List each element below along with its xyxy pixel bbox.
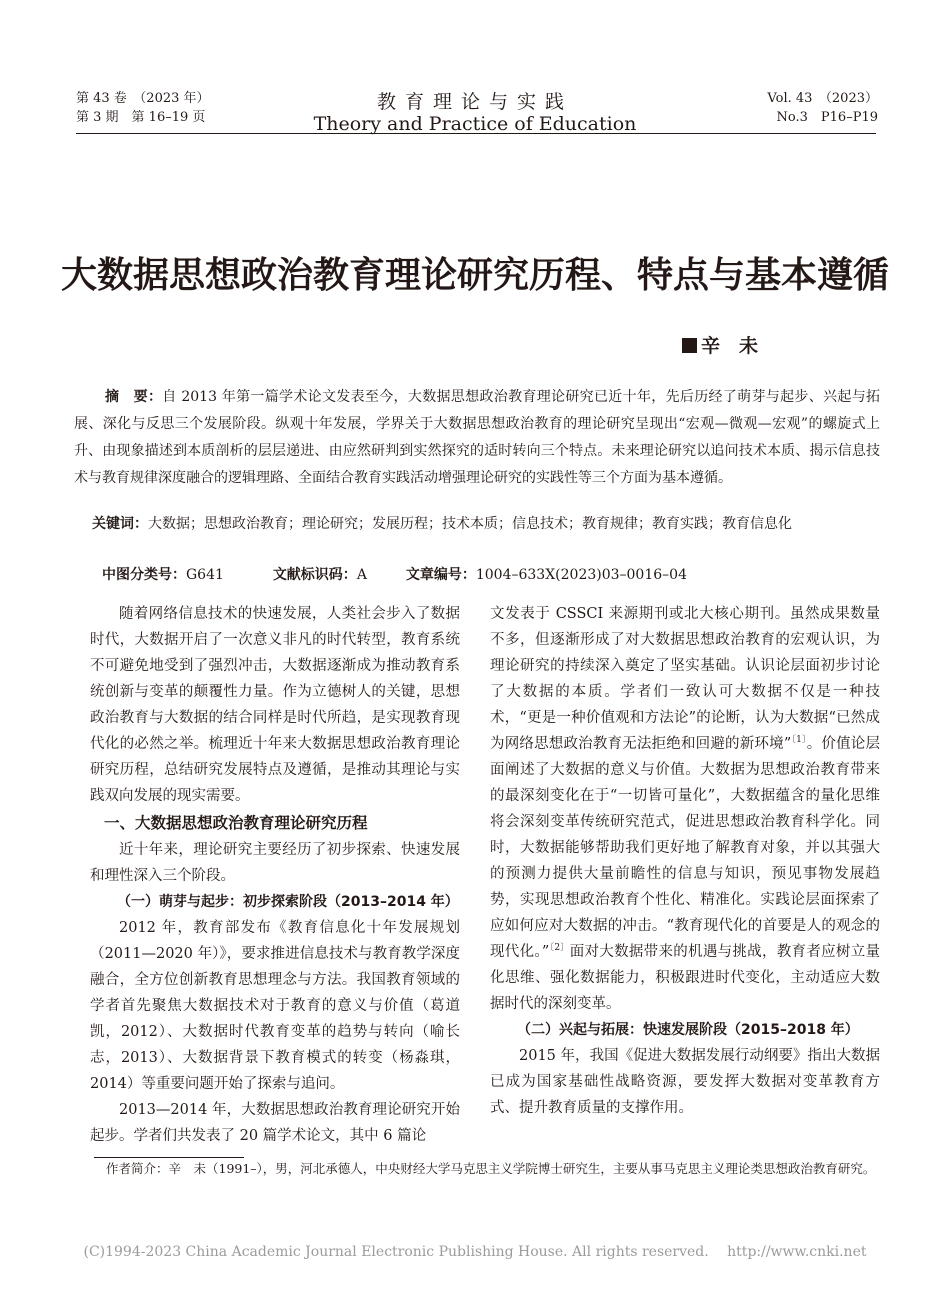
classification-line <box>102 564 687 586</box>
journal-title-en: Theory and Practice of Education <box>313 113 637 135</box>
doc-code-value: A <box>356 567 367 583</box>
reference-marker[interactable]: 〔2〕 <box>549 943 570 954</box>
doc-code-label: 文献标识码： <box>272 567 357 583</box>
paragraph-text: 文发表于 CSSCI 来源期刊或北大核心期刊。虽然成果数量不多，但逐渐形成了对大数据思想政治教育的宏观认识，为理论研究的持续深入奠定了坚实基础。认识论层面初步讨论了大数据的本质。学者们一致认可大数据不仅是一种技术，“更是一种价值观和方法论”的论断，认为大数据“已然成为网络思想政治教育无法拒绝和回避的新环境” <box>490 606 880 752</box>
body-column-right <box>490 601 880 1121</box>
article-number-label: 文章编号： <box>405 567 476 583</box>
paragraph: 2012 年，教育部发布《教育信息化十年发展规划（2011—2020 年）》，要求推进信息技术与教育教学深度融合，全方位创新教育思想理念与方法。我国教育领域的学者首先聚焦大数据技术对于教育的意义与价值（葛道凯，2012）、大数据时代教育变革的趋势与转向（喻长志，2013）、大数据背景下教育模式的转变（杨淼琪，2014）等重要问题开始了探索与追问。 <box>90 920 460 1092</box>
paragraph: 随着网络信息技术的快速发展，人类社会步入了数据时代，大数据开启了一次意义非凡的时代转型，教育系统不可避免地受到了强烈冲击，大数据逐渐成为推动教育系统创新与变革的颠覆性力量。作为立德树人的关键，思想政治教育与大数据的结合同样是时代所趋，是实现教育现代化的必然之举。梳理近十年来大数据思想政治教育理论研究历程，总结研究发展特点及遵循，是推动其理论与实践双向发展的现实需要。 <box>90 606 460 804</box>
paragraph: 近十年来，理论研究主要经历了初步探索、快速发展和理性深入三个阶段。 <box>90 842 460 884</box>
author-footnote: 作者简介：辛 未（1991–），男，河北承德人，中央财经大学马克思主义学院博士研究生，主要从事马克思主义理论类思想政治教育研究。 <box>106 1161 876 1176</box>
header-no-en: No.3 P16–P19 <box>776 110 878 125</box>
header-vol-en: Vol. 43 （2023） <box>767 91 878 106</box>
abstract-label: 摘 要： <box>105 389 163 405</box>
body-column-left <box>90 601 460 1149</box>
keywords <box>92 512 882 536</box>
header-rule <box>76 133 876 134</box>
header-volume-info-en <box>767 89 878 127</box>
clc-value: G641 <box>186 567 224 583</box>
header-issue-pages: 第 3 期 第 16–19 页 <box>76 110 206 125</box>
header-volume-year: 第 43 卷 （2023 年） <box>76 91 210 106</box>
reference-marker[interactable]: 〔1〕 <box>791 735 807 746</box>
author-line <box>682 331 758 358</box>
paragraph-text: 。价值论层面阐述了大数据的意义与价值。大数据为思想政治教育带来的最深刻变化在于“一切皆可量化”，大数据蕴含的量化思维将会深刻变革传统研究范式，促进思想政治教育科学化。同时，大数据能够帮助我们更好地了解教育对象，并以其强大的预测力提供大量前瞻性的信息与知识，预见事物发展趋势，实现思想政治教育个性化、精准化。实践论层面探索了应如何应对大数据的冲击。“教育现代化的首要是人的观念的现代化。” <box>490 736 880 960</box>
copyright-watermark: (C)1994-2023 China Academic Journal Electronic Publishing House. All rights reserved. http://www.cnki.net <box>83 1244 867 1260</box>
subsection-heading: （一）萌芽与起步：初步探索阶段（2013–2014 年） <box>117 894 459 910</box>
paragraph-text: 面对大数据带来的机遇与挑战，教育者应树立量化思维、强化数据能力，积极跟进时代变化，主动适应大数据时代的深刻变革。 <box>490 944 880 1012</box>
paragraph <box>490 601 880 1017</box>
author-name: 辛 未 <box>701 335 759 357</box>
section-heading: 一、大数据思想政治教育理论研究历程 <box>104 814 368 832</box>
abstract <box>74 384 880 492</box>
article-title: 大数据思想政治教育理论研究历程、特点与基本遵循 <box>60 255 889 296</box>
subsection-heading: （二）兴起与拓展：快速发展阶段（2015–2018 年） <box>517 1022 859 1038</box>
keywords-label: 关键词： <box>92 516 148 532</box>
keywords-text: 大数据；思想政治教育；理论研究；发展历程；技术本质；信息技术；教育规律；教育实践；教育信息化 <box>148 516 792 532</box>
journal-title-cn: 教育理论与实践 <box>376 91 573 113</box>
abstract-text: 自 2013 年第一篇学术论文发表至今，大数据思想政治教育理论研究已近十年，先后历经了萌芽与起步、兴起与拓展、深化与反思三个发展阶段。纵观十年发展，学界关于大数据思想政治教育的理论研究呈现出“宏观—微观—宏观”的螺旋式上升、由现象描述到本质剖析的层层递进、由应然研判到实然探究的适时转向三个特点。未来理论研究以追问技术本质、揭示信息技术与教育规律深度融合的逻辑理路、全面结合教育实践活动增强理论研究的实践性等三个方面为基本遵循。 <box>74 389 881 486</box>
article-number-value: 1004–633X(2023)03–0016–04 <box>475 567 687 583</box>
paragraph: 2015 年，我国《促进大数据发展行动纲要》指出大数据已成为国家基础性战略资源，要发挥大数据对变革教育方式、提升教育质量的支撑作用。 <box>490 1048 880 1116</box>
paragraph: 2013—2014 年，大数据思想政治教育理论研究开始起步。学者们共发表了 20 篇学术论文，其中 6 篇论 <box>90 1102 460 1144</box>
clc-label: 中图分类号： <box>102 567 186 583</box>
author-square-mark <box>682 338 697 353</box>
